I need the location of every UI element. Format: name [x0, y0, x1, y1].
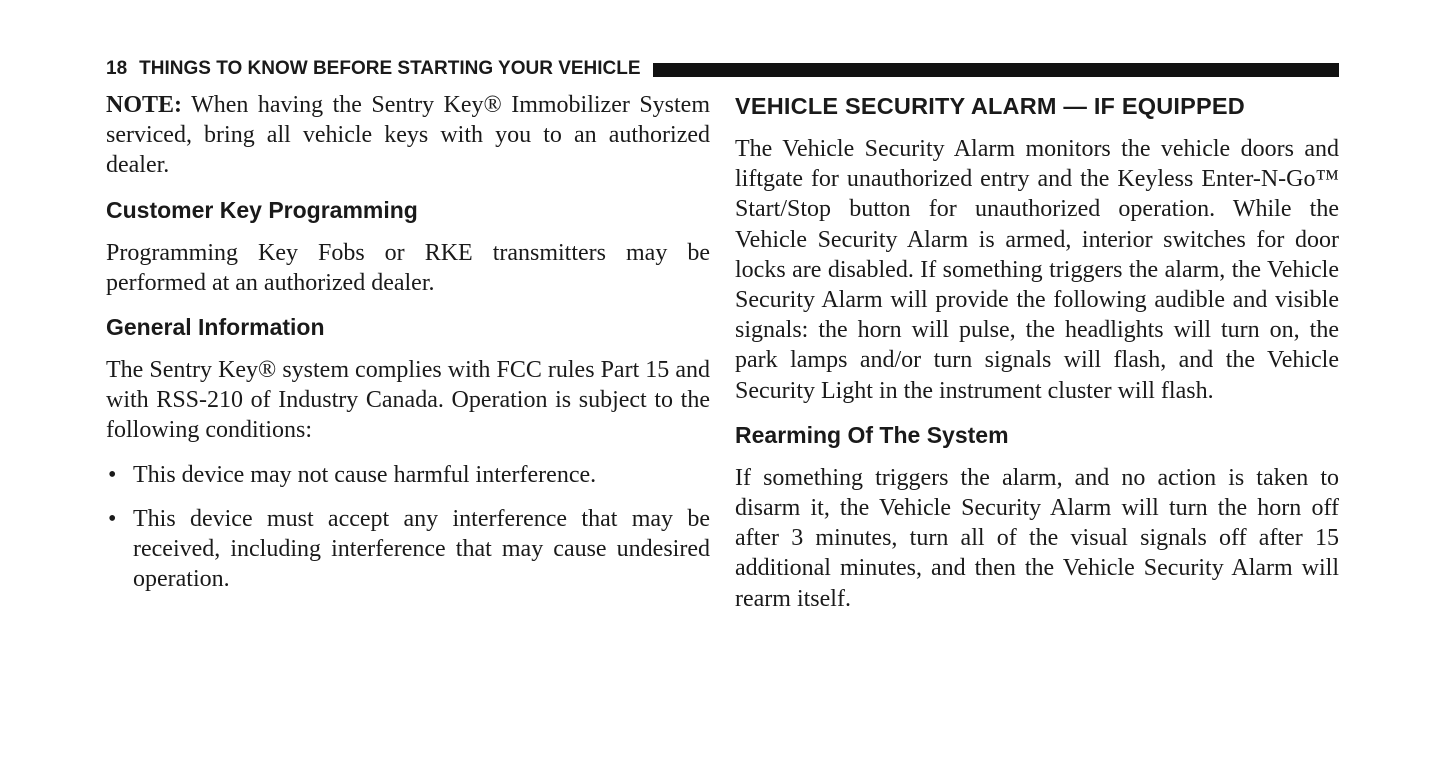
bullet-icon: •	[108, 461, 117, 488]
note-paragraph	[106, 90, 710, 181]
list-item	[106, 504, 710, 595]
header-rule	[653, 63, 1339, 77]
general-info-heading: General Information	[106, 314, 325, 341]
rearming-heading: Rearming Of The System	[735, 421, 1009, 448]
note-label: NOTE:	[106, 92, 183, 118]
note-text: When having the Sentry Key® Immobilizer System serviced, bring all vehicle keys with you to an authorized dealer.	[106, 92, 710, 179]
section-title: THINGS TO KNOW BEFORE STARTING YOUR VEHICLE	[139, 58, 641, 79]
list-item-text: This device may not cause harmful interference.	[133, 461, 597, 488]
alarm-heading: VEHICLE SECURITY ALARM — IF EQUIPPED	[735, 93, 1245, 119]
right-column	[735, 90, 1339, 614]
bullet-icon: •	[108, 505, 117, 532]
customer-key-text: Programming Key Fobs or RKE transmitters may be performed at an authorized dealer.	[106, 239, 710, 296]
conditions-list	[106, 460, 710, 595]
list-item-text: This device must accept any interference that may be received, including interference that may cause undesired operation.	[133, 505, 710, 593]
customer-key-heading: Customer Key Programming	[106, 196, 418, 223]
alarm-text: The Vehicle Security Alarm monitors the vehicle doors and liftgate for unauthorized entry and the Keyless Enter-N-Go™ Start/Stop button for unauthorized operation. While the Vehicle Security Alarm is armed, interior switches for door locks are disabled. If something triggers the alarm, the Vehicle Security Alarm will provide the following audible and visible signals: the horn will pulse, the headlights will turn on, the park lamps and/or turn signals will flash, and the Vehicle Security Light in the instrument cluster will flash.	[735, 136, 1339, 404]
page-number: 18	[106, 58, 128, 79]
page-header	[106, 58, 1339, 80]
general-info-text: The Sentry Key® system complies with FCC rules Part 15 and with RSS-210 of Industry Canada. Operation is subject to the following conditions:	[106, 357, 710, 444]
rearming-text: If something triggers the alarm, and no action is taken to disarm it, the Vehicle Security Alarm will turn the horn off after 3 minutes, turn all of the visual signals off after 15 additional minutes, and then the Vehicle Security Alarm will rearm itself.	[735, 464, 1339, 612]
list-item	[106, 460, 710, 490]
left-column	[106, 90, 710, 608]
